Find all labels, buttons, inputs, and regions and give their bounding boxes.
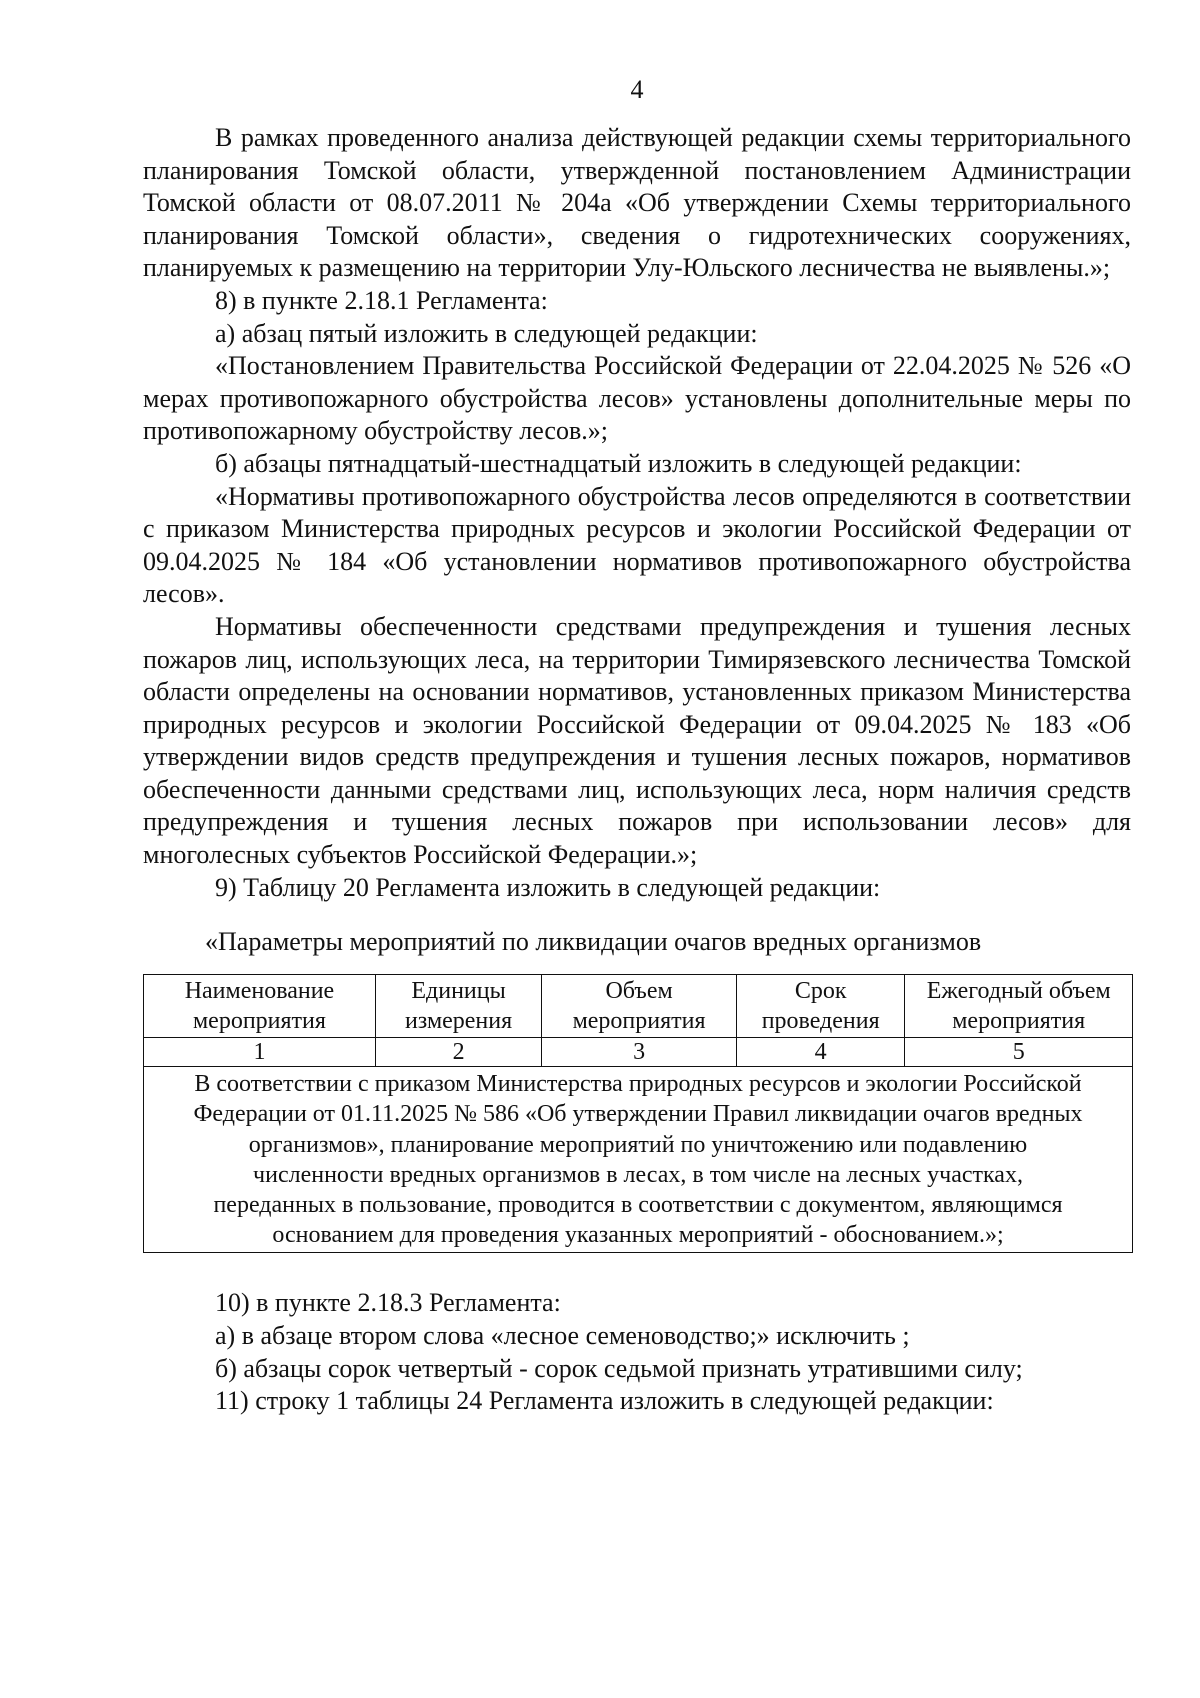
table-title: «Параметры мероприятий по ликвидации очагов вредных организмов: [205, 927, 982, 957]
paragraph-item-10b: б) абзацы сорок четвертый - сорок седьмой признать утратившими силу;: [215, 1353, 1023, 1383]
paragraph-item-9: 9) Таблицу 20 Регламента изложить в следующей редакции:: [215, 872, 881, 902]
paragraph-item-11: 11) строку 1 таблицы 24 Регламента изложить в следующей редакции:: [215, 1386, 994, 1416]
paragraph-item-8: 8) в пункте 2.18.1 Регламента:: [215, 285, 548, 315]
header-line: измерения: [404, 1008, 513, 1035]
paragraph-item-10a: а) в абзаце втором слова «лесное семеноводство;» исключить ;: [215, 1321, 910, 1351]
table-column-number-row: [144, 1038, 1133, 1067]
column-number-cell: 5: [905, 1038, 1133, 1067]
header-line: Единицы: [411, 978, 506, 1005]
paragraph-government-decree: «Постановлением Правительства Российской Федерации от 22.04.2025 № 526 «О мерах противопожарного обустройства лесов» установлены дополнительные меры по противопожарному обустройству лесов.»;: [143, 351, 1131, 446]
merged-note-cell: [144, 1067, 1133, 1253]
body-text-before-table: [143, 122, 1131, 904]
header-line: мероприятия: [192, 1008, 326, 1035]
merged-note-line: переданных в пользование, проводится в соответствии с документом, являющимся: [213, 1192, 1063, 1219]
merged-note-line: основанием для проведения указанных мероприятий - обоснованием.»;: [272, 1222, 1004, 1249]
column-number-cell: 3: [542, 1038, 737, 1067]
paragraph-item-10: 10) в пункте 2.18.3 Регламента:: [215, 1288, 561, 1318]
merged-note-line: организмов», планирование мероприятий по уничтожению или подавлению: [248, 1131, 1028, 1158]
header-line: Ежегодный объем: [926, 978, 1111, 1005]
header-line: Срок: [794, 978, 847, 1005]
header-line: Объем: [605, 978, 673, 1005]
header-cell-term: [736, 975, 904, 1038]
measures-table: [143, 974, 1133, 1253]
header-cell-measure-name: [144, 975, 376, 1038]
header-line: проведения: [761, 1008, 880, 1035]
paragraph-stp-analysis: В рамках проведенного анализа действующей редакции схемы территориального планирования Томской области, утвержденной постановлением Администрации Томской области от 08.07.2011 № 204а «Об утверждении Схемы территориального планирования Томской области», сведения о гидротехнических сооружениях, планируемых к размещению на территории Улу-Юльского лесничества не выявлены.»;: [143, 123, 1131, 283]
header-cell-volume: [542, 975, 737, 1038]
paragraph-item-8a: а) абзац пятый изложить в следующей редакции:: [215, 318, 758, 348]
column-number-cell: 2: [375, 1038, 541, 1067]
paragraph-fire-equipment-norms: Нормативы обеспеченности средствами предупреждения и тушения лесных пожаров лиц, использующих леса, на территории Тимирязевского лесничества Томской области определены на основании нормативов, установленных приказом Министерства природных ресурсов и экологии Российской Федерации от 09.04.2025 № 183 «Об утверждении видов средств предупреждения и тушения лесных пожаров, нормативов обеспеченности данными средствами лиц, использующих леса, норм наличия средств предупреждения и тушения лесных пожаров при использовании лесов» для многолесных субъектов Российской Федерации.»;: [143, 611, 1131, 870]
header-cell-units: [375, 975, 541, 1038]
column-number-cell: 1: [144, 1038, 376, 1067]
paragraph-fire-norms: «Нормативы противопожарного обустройства лесов определяются в соответствии с приказом Министерства природных ресурсов и экологии Российской Федерации от 09.04.2025 № 184 «Об установлении нормативов противопожарного обустройства лесов».: [143, 481, 1131, 609]
table-merged-row: [144, 1067, 1133, 1253]
header-line: мероприятия: [952, 1008, 1086, 1035]
header-line: мероприятия: [572, 1008, 706, 1035]
header-cell-annual-volume: [905, 975, 1133, 1038]
merged-note-line: численности вредных организмов в лесах, в том числе на лесных участках,: [253, 1161, 1023, 1188]
header-line: Наименование: [184, 978, 335, 1005]
page-number: 4: [630, 75, 644, 104]
table-header-row: [144, 975, 1133, 1038]
merged-note-line: В соответствии с приказом Министерства природных ресурсов и экологии Российской: [194, 1071, 1082, 1098]
document-page: [143, 74, 1131, 1418]
paragraph-item-8b: б) абзацы пятнадцатый-шестнадцатый изложить в следующей редакции:: [215, 448, 1022, 478]
body-text-after-table: [143, 1287, 1131, 1417]
merged-note-line: Федерации от 01.11.2025 № 586 «Об утверждении Правил ликвидации очагов вредных: [193, 1101, 1083, 1128]
column-number-cell: 4: [736, 1038, 904, 1067]
